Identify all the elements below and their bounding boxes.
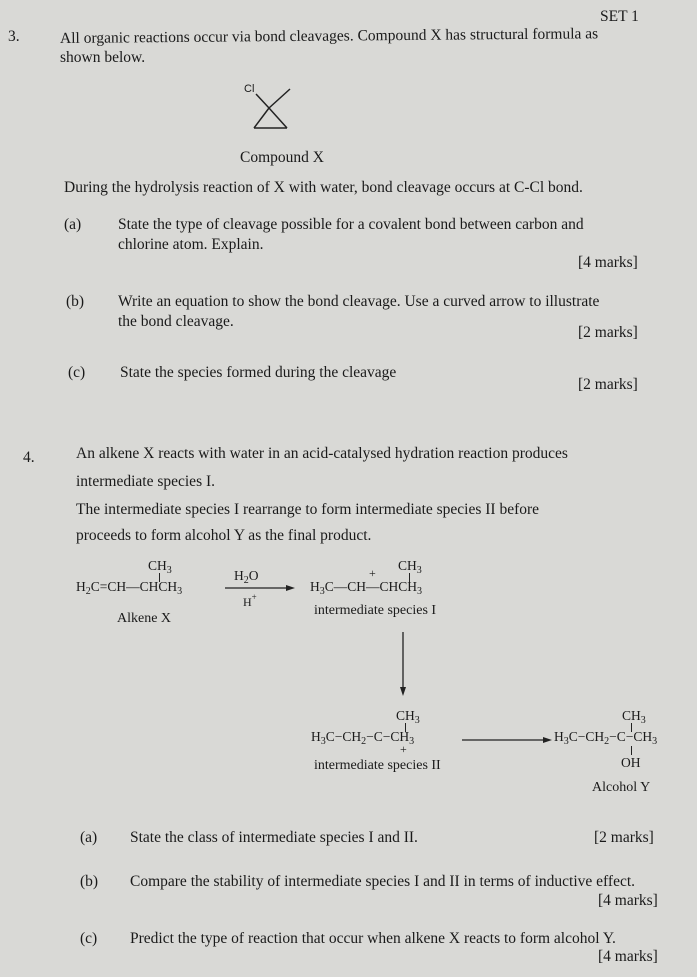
q3b-marks: [2 marks]: [578, 324, 638, 341]
q4c-text: Predict the type of reaction that occur when alkene X reacts to form alcohol Y.: [130, 930, 616, 947]
int1-caption: intermediate species I: [314, 603, 437, 618]
q3-intro-line1: All organic reactions occur via bond cleavages. Compound X has structural formula as: [59, 25, 599, 47]
alcohol-y-caption: Alcohol Y: [592, 780, 651, 795]
int2-formula: $H_3C-CH_2-C-CH_3$: [311, 729, 415, 747]
q4-number: 4.: [23, 449, 35, 466]
compound-x-caption: Compound X: [240, 149, 324, 166]
q3b-line1: Write an equation to show the bond cleavage. Use a curved arrow to illustrate: [118, 293, 600, 310]
q4b-label: (b): [80, 873, 99, 890]
q4-intro-line4: proceeds to form alcohol Y as the final product.: [76, 527, 372, 544]
q4a-text: State the class of intermediate species I and II.: [130, 829, 418, 846]
alkene-ch3: $CH_3$: [148, 558, 172, 576]
compound-x-structure: [240, 86, 310, 136]
down-arrow: [397, 632, 409, 696]
q3-hydrolysis-text: During the hydrolysis reaction of X with water, bond cleavage occurs at C-Cl bond.: [64, 179, 583, 196]
q3c-line1: State the species formed during the cleavage: [120, 364, 397, 381]
q3a-line2: chlorine atom. Explain.: [118, 236, 264, 253]
q3c-label: (c): [68, 364, 86, 381]
q3a-line1: State the type of cleavage possible for a covalent bond between carbon and: [118, 216, 584, 233]
int1-plus: +: [369, 566, 376, 580]
int2-caption: intermediate species II: [314, 758, 441, 773]
forward-arrow-1: [225, 583, 295, 593]
int1-formula: $H_3C—CH—CHCH_3$: [310, 579, 423, 597]
reagent-water: $H_2O$: [234, 568, 259, 586]
q3b-line2: the bond cleavage.: [118, 313, 234, 330]
q4a-label: (a): [80, 829, 98, 846]
int1-ch3: $CH_3$: [398, 558, 422, 576]
alkene-x-formula: $H_2C=CH—CHCH_3$: [76, 579, 183, 597]
q4c-marks: [4 marks]: [598, 948, 658, 965]
q4c-label: (c): [80, 930, 98, 947]
alc-oh-bond: [631, 746, 632, 755]
alkene-x-caption: Alkene X: [117, 611, 172, 626]
alc-ch3: $CH_3$: [622, 708, 646, 726]
alc-oh: OH: [621, 755, 641, 770]
q4b-text: Compare the stability of intermediate species I and II in terms of inductive effect.: [130, 873, 636, 890]
reagent-acid: H+: [243, 592, 257, 609]
structure-cl-label: Cl: [244, 83, 255, 95]
q4-intro-line1: An alkene X reacts with water in an acid-catalysed hydration reaction produces: [76, 445, 568, 462]
q3-intro-line2: shown below.: [60, 49, 146, 66]
q4-intro-line2: intermediate species I.: [76, 473, 216, 490]
int2-ch3: $CH_3$: [396, 708, 420, 726]
q3a-label: (a): [64, 216, 82, 233]
q4b-marks: [4 marks]: [598, 892, 658, 909]
q4-intro-line3: The intermediate species I rearrange to form intermediate species II before: [76, 501, 540, 518]
int2-plus: +: [400, 742, 407, 756]
q4a-marks: [2 marks]: [594, 829, 654, 846]
q3-number: 3.: [8, 28, 20, 45]
forward-arrow-2: [462, 735, 552, 745]
q3b-label: (b): [66, 293, 85, 310]
alcohol-formula: $H_3C-CH_2-C-CH_3$: [554, 729, 658, 747]
set-label: SET 1: [600, 8, 639, 25]
q3c-marks: [2 marks]: [578, 376, 638, 393]
q3a-marks: [4 marks]: [578, 254, 638, 271]
